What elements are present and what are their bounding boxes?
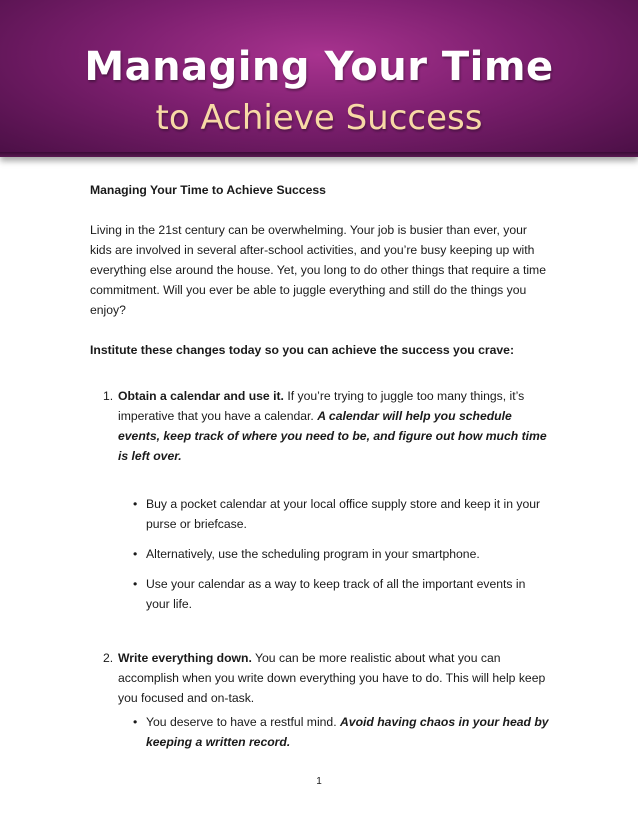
banner-subtitle: to Achieve Success: [155, 98, 483, 138]
bullet-1-3-text: Use your calendar as a way to keep track of all the important events in your life.: [146, 577, 526, 611]
bullet-1-2-text: Alternatively, use the scheduling program in your smartphone.: [146, 547, 480, 561]
list-item-1: [90, 386, 550, 466]
bullet-2-1: [90, 712, 550, 752]
bullet-dot-icon: •: [133, 497, 138, 511]
bullet-dot-icon: •: [133, 715, 138, 729]
bullet-dot-icon: •: [133, 547, 138, 561]
bullet-1-2: [90, 544, 550, 564]
section-subheading: Institute these changes today so you can achieve the success you crave:: [90, 343, 515, 357]
list-item-2-text: You can be more realistic about what you can accomplish when you write down everything you have to do. This will help keep you focused and on-task.: [118, 651, 546, 705]
list-item-1-emphasis: A calendar will help you schedule events, keep track of where you need to be, and figure out how much time is left over: [118, 409, 547, 463]
list-item-2-lead: Write everything down.: [118, 651, 252, 665]
list-item-1-tail: .: [178, 449, 182, 463]
list-number-2: 2.: [103, 651, 114, 665]
list-item-1-lead: Obtain a calendar and use it.: [118, 389, 284, 403]
bullet-2-1-emphasis: Avoid having chaos in your head by keeping a written record.: [146, 715, 549, 749]
list-item-2: [90, 648, 550, 708]
bullet-1-1-text: Buy a pocket calendar at your local office supply store and keep it in your purse or briefcase.: [146, 497, 541, 531]
banner-shadow-edge: [0, 152, 638, 157]
bullet-1-1: [90, 494, 550, 534]
intro-paragraph: Living in the 21st century can be overwhelming. Your job is busier than ever, your kids are involved in several after-school activities, and you’re busy keeping up with everything else around the house. Yet, you long to do other things that require a time commitment. Will you ever be able to juggle everything and still do the things you enjoy?: [90, 223, 546, 317]
list-number-1: 1.: [103, 389, 114, 403]
banner-title: Managing Your Time: [84, 44, 554, 90]
page-number: 1: [316, 776, 322, 787]
bullet-1-3: [90, 574, 550, 614]
bullet-2-1-text: You deserve to have a restful mind.: [146, 715, 340, 729]
header-banner: [0, 0, 638, 157]
document-body: [90, 180, 550, 752]
list-item-1-text: If you’re trying to juggle too many things, it’s imperative that you have a calendar.: [118, 389, 525, 423]
bullet-dot-icon: •: [133, 577, 138, 591]
document-heading: Managing Your Time to Achieve Success: [90, 183, 326, 197]
